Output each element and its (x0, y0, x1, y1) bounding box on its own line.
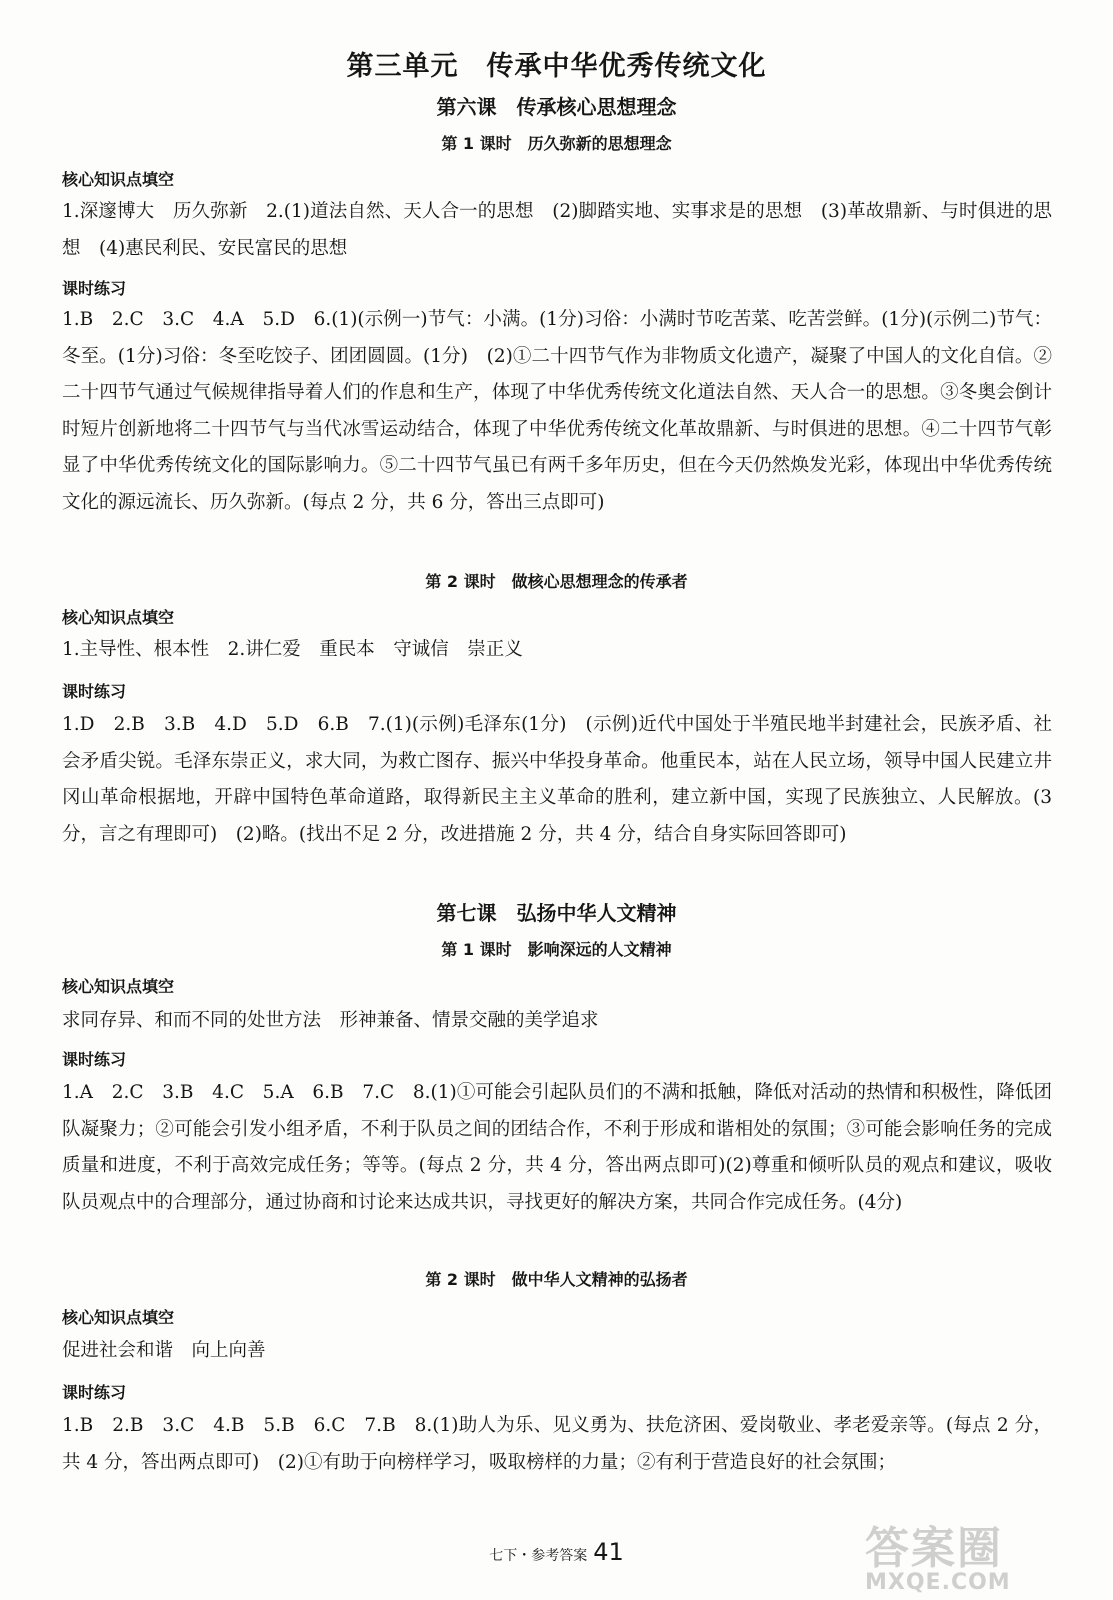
section-label-fill: 核心知识点填空 (62, 977, 175, 996)
practice-answers-7-1: 1.A 2.C 3.B 4.C 5.A 6.B 7.C 8.(1)①可能会引起队员们的不满和抵触，降低对活动的热情和积极性，降低团队凝聚力；②可能会引发小组矛盾，不利于队员之间的团结合作，不利于形成和谐相处的氛围；③可能会影响任务的完成质量和进度，不利于高效完成任务；等等。(每点 2 分，共 4 分，答出两点即可)(2)尊重和倾听队员的观点和建议，吸收队员观点中的合理部分，通过协商和讨论来达成共识，寻找更好的解决方案，共同合作完成任务。(4分) (62, 1082, 1052, 1213)
watermark-url-text: MXQE.COM (865, 1570, 1011, 1595)
fill-answers-6-2: 1.主导性、根本性 2.讲仁爱 重民本 守诚信 崇正义 (62, 639, 523, 660)
practice-answers-7-2: 1.B 2.B 3.C 4.B 5.B 6.C 7.B 8.(1)助人为乐、见义勇为、扶危济困、爱岗敬业、孝老爱亲等。(每点 2 分，共 4 分，答出两点即可) (2)①有助于向榜样学习，吸取榜样的力量；②有利于营造良好的社会氛围； (62, 1415, 1052, 1473)
section-label-practice: 课时练习 (62, 682, 127, 701)
fill-answers-7-1: 求同存异、和而不同的处世方法 形神兼备、情景交融的美学追求 (62, 1010, 599, 1031)
unit-title: 第三单元 传承中华优秀传统文化 (346, 51, 767, 82)
lesson-title-7: 第七课 弘扬中华人文精神 (436, 901, 677, 925)
section-label-practice: 课时练习 (62, 1050, 127, 1069)
section-label-fill: 核心知识点填空 (62, 608, 175, 627)
page-number: 41 (593, 1538, 624, 1566)
watermark-logo-text: 答案圈 (865, 1523, 1003, 1574)
section-label-fill: 核心知识点填空 (62, 1308, 175, 1327)
section-label-practice: 课时练习 (62, 1383, 127, 1402)
site-watermark (865, 1512, 1095, 1595)
period-title-7-2: 第 2 课时 做中华人文精神的弘扬者 (425, 1270, 688, 1289)
section-label-fill: 核心知识点填空 (62, 170, 175, 189)
practice-answers-6-2: 1.D 2.B 3.B 4.D 5.D 6.B 7.(1)(示例)毛泽东(1分) (示例)近代中国处于半殖民地半封建社会，民族矛盾、社会矛盾尖锐。毛泽东崇正义，求大同，为救亡图存、振兴中华投身革命。他重民本，站在人民立场，领导中国人民建立井冈山革命根据地，开辟中国特色革命道路，取得新民主主义革命的胜利，建立新中国，实现了民族独立、人民解放。(3分，言之有理即可) (2)略。(找出不足 2 分，改进措施 2 分，共 4 分，结合自身实际回答即可) (62, 714, 1052, 845)
practice-answers-6-1: 1.B 2.C 3.C 4.A 5.D 6.(1)(示例一)节气：小满。(1分)习俗：小满时节吃苦菜、吃苦尝鲜。(1分)(示例二)节气：冬至。(1分)习俗：冬至吃饺子、团团圆圆。(1分) (2)①二十四节气作为非物质文化遗产，凝聚了中国人的文化自信。②二十四节气通过气候规律指导着人们的作息和生产，体现了中华优秀传统文化道法自然、天人合一的思想。③冬奥会倒计时短片创新地将二十四节气与当代冰雪运动结合，体现了中华优秀传统文化革故鼎新、与时俱进的思想。④二十四节气彰显了中华优秀传统文化的国际影响力。⑤二十四节气虽已有两千多年历史，但在今天仍然焕发光彩，体现出中华优秀传统文化的源远流长、历久弥新。(每点 2 分，共 6 分，答出三点即可) (62, 309, 1052, 513)
lesson-title-6: 第六课 传承核心思想理念 (436, 95, 677, 119)
fill-answers-6-1: 1.深邃博大 历久弥新 2.(1)道法自然、天人合一的思想 (2)脚踏实地、实事求是的思想 (3)革故鼎新、与时俱进的思想 (4)惠民利民、安民富民的思想 (62, 201, 1052, 259)
period-title-7-1: 第 1 课时 影响深远的人文精神 (441, 940, 672, 959)
fill-answers-7-2: 促进社会和谐 向上向善 (62, 1340, 266, 1361)
period-title-6-1: 第 1 课时 历久弥新的思想理念 (441, 134, 672, 153)
section-label-practice: 课时练习 (62, 279, 127, 298)
period-title-6-2: 第 2 课时 做核心思想理念的传承者 (425, 572, 688, 591)
footer-label: 七下・参考答案 (489, 1548, 588, 1564)
